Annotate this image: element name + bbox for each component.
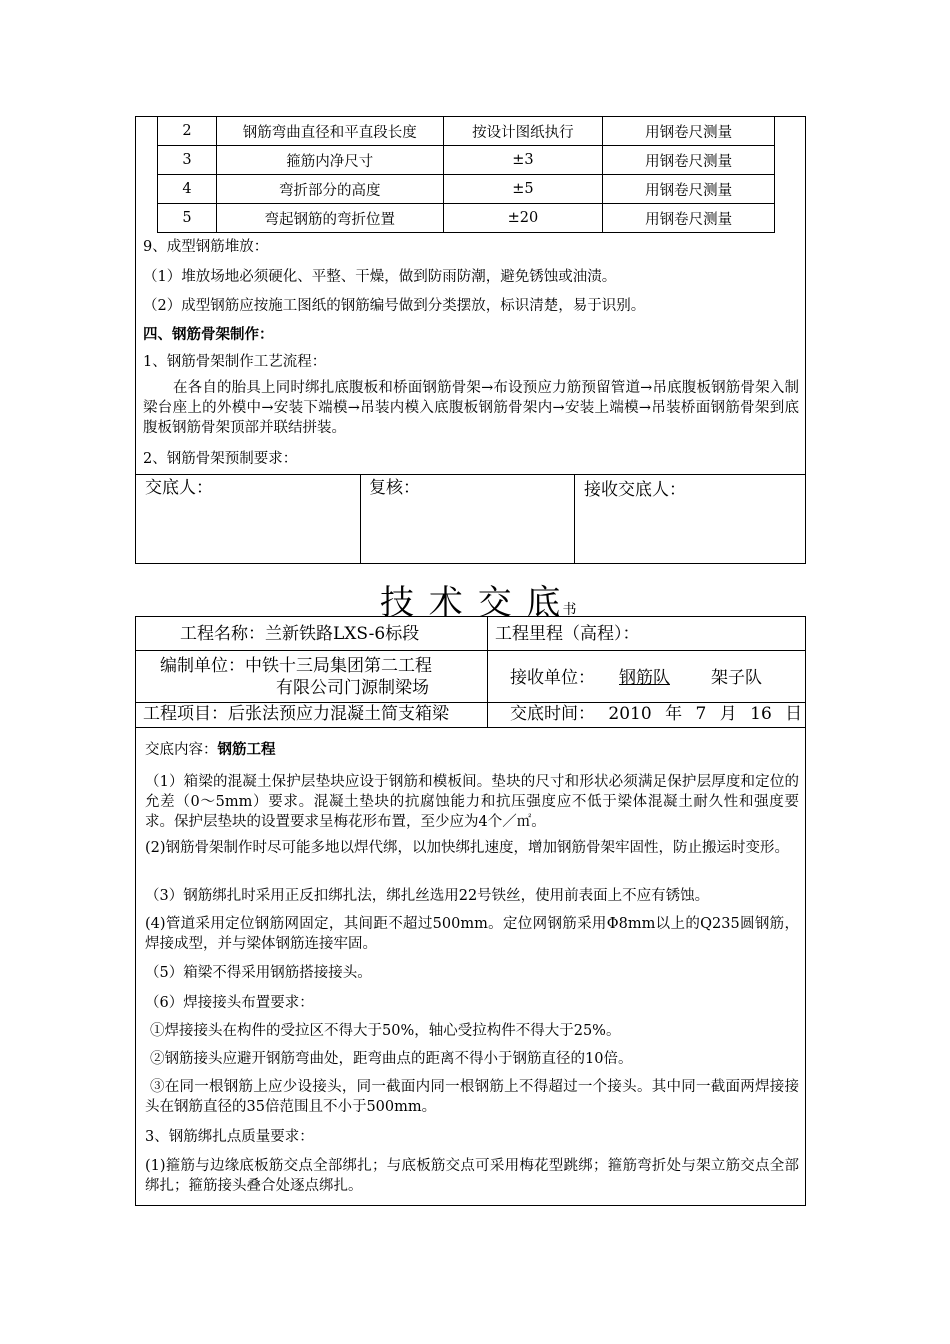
header-row-divider [135, 702, 806, 703]
row-method: 用钢卷尺测量 [603, 204, 775, 233]
table-row [158, 175, 775, 204]
date-year: 2010 [608, 704, 652, 724]
tolerance-table [157, 116, 775, 233]
sign-presenter: 交底人： [145, 478, 213, 498]
section-9-heading: 9、成型钢筋堆放： [143, 239, 269, 255]
table-row [158, 204, 775, 233]
date-day: 16 [750, 704, 772, 724]
date-day-unit: 日 [785, 704, 803, 724]
row-tolerance: ±3 [443, 146, 603, 175]
header-row-divider [135, 727, 806, 728]
section-3-heading: 3、钢筋绑扎点质量要求： [145, 1129, 314, 1145]
receiving-unit [510, 668, 762, 688]
table-row [158, 146, 775, 175]
paragraph-6-1: ①焊接接头在构件的受拉区不得大于50%，轴心受拉构件不得大于25%。 [150, 1023, 621, 1039]
row-tolerance: ±5 [443, 175, 603, 204]
title-suffix: 书 [562, 602, 577, 618]
row-item: 弯折部分的高度 [216, 175, 443, 204]
flow-heading: 1、钢筋骨架制作工艺流程： [143, 354, 327, 370]
row-method: 用钢卷尺测量 [603, 146, 775, 175]
header-row-divider [135, 650, 806, 651]
date-year-unit: 年 [665, 704, 683, 724]
sign-divider [135, 474, 806, 475]
paragraph-4: (4)管道采用定位钢筋网固定，其间距不超过500mm。定位网钢筋采用Φ8mm以上的Q235圆钢筋，焊接成型，并与梁体钢筋连接牢固。 [145, 916, 799, 952]
row-tolerance: ±20 [443, 204, 603, 233]
row-item: 箍筋内净尺寸 [216, 146, 443, 175]
row-no: 4 [158, 175, 217, 204]
content-heading [145, 740, 276, 760]
row-tolerance: 按设计图纸执行 [443, 117, 603, 146]
row-no: 3 [158, 146, 217, 175]
section-9-item-2: （2）成型钢筋应按施工图纸的钢筋编号做到分类摆放，标识清楚，易于识别。 [143, 298, 646, 314]
section-9-item-1: （1）堆放场地必须硬化、平整、干燥，做到防雨防潮，避免锈蚀或油渍。 [143, 269, 617, 285]
date-month: 7 [695, 704, 707, 724]
sign-col-divider [574, 474, 575, 564]
flow-paragraph: 在各自的胎具上同时绑扎底腹板和桥面钢筋骨架→布设预应力筋预留管道→吊底腹板钢筋骨架入制梁台座上的外模中→安装下端模→吊装内模入底腹板钢筋骨架内→安装上端模→吊装桥面钢筋骨架到底腹板钢筋骨架顶部并联结拼装。 [143, 380, 799, 436]
row-item: 弯起钢筋的弯折位置 [216, 204, 443, 233]
receiving-unit-label: 接收单位： [510, 668, 595, 688]
header-col-divider [487, 616, 488, 727]
date-month-unit: 月 [719, 704, 737, 724]
prefab-heading: 2、钢筋骨架预制要求： [143, 451, 298, 467]
row-no: 5 [158, 204, 217, 233]
paragraph-1: （1）箱梁的混凝土保护层垫块应设于钢筋和模板间。垫块的尺寸和形状必须满足保护层厚度和定位的允差（0～5mm）要求。混凝土垫块的抗腐蚀能力和抗压强度应不低于梁体混凝土耐久性和强度要求。保护层垫块的设置要求呈梅花形布置，至少应为4个／㎡。 [145, 774, 799, 830]
paragraph-6-2: ②钢筋接头应避开钢筋弯曲处，距弯曲点的距离不得小于钢筋直径的10倍。 [150, 1051, 633, 1067]
paragraph-3: （3）钢筋绑扎时采用正反扣绑扎法，绑扎丝选用22号铁丝，使用前表面上不应有锈蚀。 [145, 888, 710, 904]
content-title: 钢筋工程 [217, 741, 276, 758]
paragraph-2: (2)钢筋骨架制作时尽可能多地以焊代绑，以加快绑扎速度，增加钢筋骨架牢固性，防止搬运时变形。 [145, 840, 790, 856]
handover-date [510, 704, 802, 724]
date-label: 交底时间： [510, 704, 595, 724]
project-item: 工程项目：后张法预应力混凝土简支箱梁 [143, 704, 449, 724]
compile-unit-line2: 有限公司门源制梁场 [276, 678, 429, 698]
row-no: 2 [158, 117, 217, 146]
paragraph-6: （6）焊接接头布置要求： [145, 995, 314, 1011]
paragraph-6-3: ③在同一根钢筋上应少设接头，同一截面内同一根钢筋上不得超过一个接头。其中同一截面两焊接接头在钢筋直径的35倍范围且不小于500mm。 [145, 1079, 799, 1115]
section-4-heading: 四、钢筋骨架制作： [143, 326, 274, 343]
title-main: 技 术 交 底 [380, 583, 563, 623]
table-row [158, 117, 775, 146]
paragraph-5: （5）箱梁不得采用钢筋搭接接头。 [145, 965, 372, 981]
row-method: 用钢卷尺测量 [603, 175, 775, 204]
project-name: 工程名称：兰新铁路LXS-6标段 [180, 624, 420, 644]
row-method: 用钢卷尺测量 [603, 117, 775, 146]
sign-col-divider [360, 474, 361, 564]
receiving-team-2: 架子队 [711, 668, 762, 688]
receiving-team: 钢筋队 [619, 668, 670, 688]
row-item: 钢筋弯曲直径和平直段长度 [216, 117, 443, 146]
content-label: 交底内容： [145, 742, 218, 758]
paragraph-7: (1)箍筋与边缘底板筋交点全部绑扎；与底板筋交点可采用梅花型跳绑；箍筋弯折处与架立筋交点全部绑扎；箍筋接头叠合处逐点绑扎。 [145, 1158, 799, 1194]
sign-receiver: 接收交底人： [584, 480, 686, 500]
project-mileage: 工程里程（高程）： [495, 624, 640, 644]
sign-reviewer: 复核： [369, 478, 420, 498]
compile-unit-line1: 编制单位：中铁十三局集团第二工程 [160, 656, 432, 676]
